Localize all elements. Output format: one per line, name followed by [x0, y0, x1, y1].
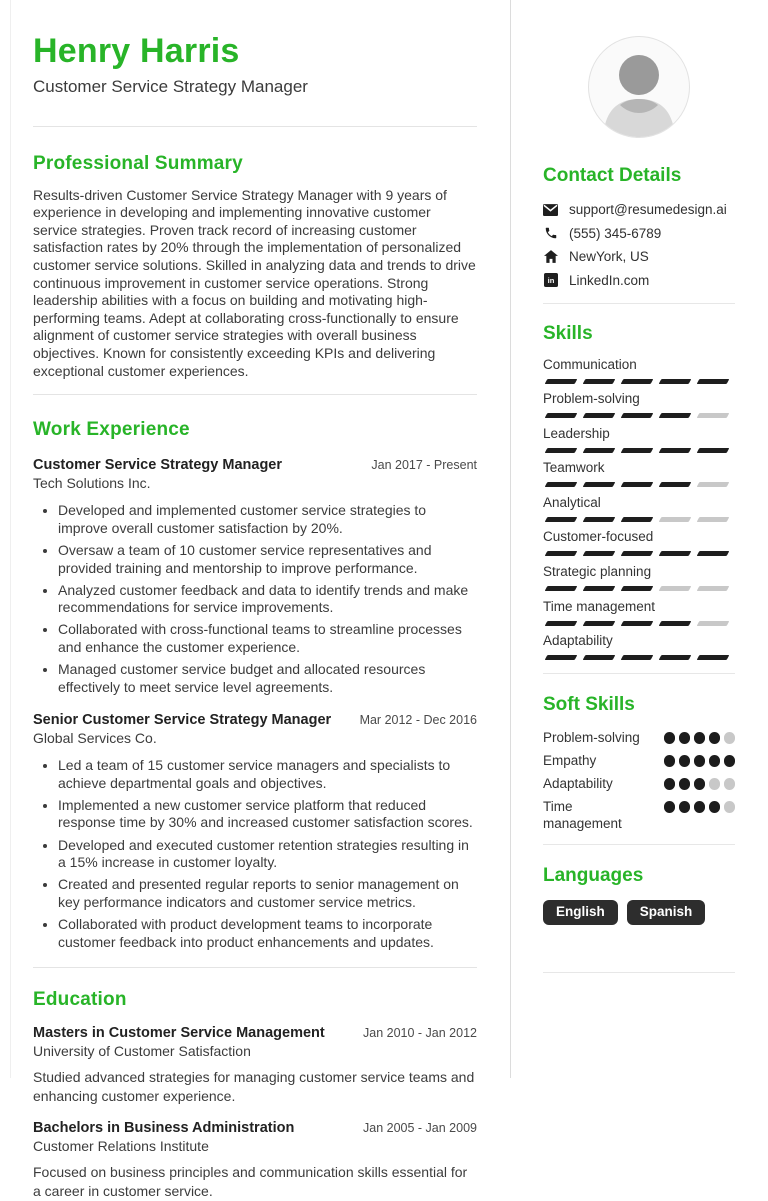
skill-bar-segment	[659, 655, 692, 660]
divider	[33, 967, 477, 968]
skill-bar-segment	[697, 655, 730, 660]
skill-bar-segment	[545, 379, 578, 384]
section-heading-skills: Skills	[543, 322, 593, 344]
skill-bar	[543, 482, 735, 487]
skill-label: Problem-solving	[543, 391, 640, 407]
soft-skill-dot	[694, 732, 706, 744]
education-list	[33, 1025, 477, 1201]
contact-text: (555) 345-6789	[569, 225, 662, 241]
skill-bar	[543, 655, 735, 660]
soft-skill-dot	[664, 755, 676, 767]
job-bullets	[33, 757, 477, 951]
skill-bar-segment	[583, 551, 616, 556]
section-heading-education: Education	[33, 989, 127, 1011]
soft-skill-dot	[694, 755, 706, 767]
section-professional-summary	[33, 153, 477, 381]
skill-bar-segment	[583, 517, 616, 522]
job-header	[33, 712, 477, 728]
skill-bar-segment	[659, 413, 692, 418]
svg-text:in: in	[547, 275, 554, 285]
skill-bar	[543, 448, 735, 453]
contact-item	[543, 273, 735, 288]
section-heading-languages: Languages	[543, 865, 644, 887]
soft-skill-dots	[664, 752, 736, 769]
skill-bar-segment	[621, 379, 654, 384]
job-bullet: • Created and presented regular reports to senior management on key performance indicators and customer service metrics.	[58, 876, 477, 911]
job-bullet: • Led a team of 15 customer service managers and specialists to achieve departmental goals and objectives.	[58, 757, 477, 792]
jobs-list	[33, 457, 477, 951]
skill-bar-segment	[545, 413, 578, 418]
skill-bar-segment	[583, 586, 616, 591]
skill-item	[543, 563, 735, 591]
section-heading-contact: Contact Details	[543, 165, 682, 186]
skill-bar-segment	[621, 482, 654, 487]
envelope-icon	[543, 202, 558, 217]
skill-label: Communication	[543, 356, 637, 372]
skill-item	[543, 632, 735, 660]
skill-bar-segment	[621, 551, 654, 556]
education-entry	[33, 1120, 477, 1201]
main-column	[33, 0, 477, 1201]
skill-bar-segment	[583, 379, 616, 384]
soft-skill-item	[543, 752, 735, 769]
skill-bar-segment	[697, 586, 730, 591]
job-bullet: • Oversaw a team of 10 customer service representatives and provided training and mentorship to improve performance.	[58, 542, 477, 577]
sidebar	[543, 0, 735, 973]
soft-skill-dot	[694, 778, 706, 790]
divider	[543, 673, 735, 674]
skill-bar-segment	[621, 517, 654, 522]
soft-skill-dot	[664, 778, 676, 790]
education-dates: Jan 2005 - Jan 2009	[363, 1121, 477, 1136]
divider	[33, 394, 477, 395]
contact-text: LinkedIn.com	[569, 272, 650, 288]
education-school: Customer Relations Institute	[33, 1138, 209, 1155]
divider	[543, 844, 735, 845]
skill-bar-segment	[621, 621, 654, 626]
education-school: University of Customer Satisfaction	[33, 1043, 251, 1060]
skill-bar-segment	[545, 448, 578, 453]
skill-bar-segment	[583, 482, 616, 487]
job-bullets	[33, 502, 477, 696]
skill-bar-segment	[697, 551, 730, 556]
soft-skill-dot	[724, 778, 736, 790]
job-entry	[33, 457, 477, 696]
soft-skill-dot	[679, 732, 691, 744]
skill-bar	[543, 517, 735, 522]
skill-bar-segment	[659, 621, 692, 626]
section-heading-summary: Professional Summary	[33, 152, 243, 174]
skill-item	[543, 356, 735, 384]
soft-skill-label: Empathy	[543, 753, 597, 769]
skill-bar	[543, 379, 735, 384]
linkedin-icon	[543, 273, 558, 288]
candidate-name: Henry Harris	[33, 32, 240, 70]
skill-bar-segment	[545, 621, 578, 626]
soft-skill-item	[543, 729, 735, 746]
job-company: Tech Solutions Inc.	[33, 475, 151, 492]
skill-bar-segment	[545, 655, 578, 660]
skill-bar	[543, 413, 735, 418]
skill-bar-segment	[583, 448, 616, 453]
job-bullet: • Developed and implemented customer service strategies to improve overall customer satisfaction by 20%.	[58, 502, 477, 537]
job-dates: Mar 2012 - Dec 2016	[359, 713, 477, 728]
soft-skill-dots	[664, 775, 736, 792]
divider	[33, 126, 477, 127]
job-entry	[33, 712, 477, 951]
skill-item	[543, 598, 735, 626]
skill-bar-segment	[659, 551, 692, 556]
job-bullet: • Analyzed customer feedback and data to identify trends and make recommendations for service improvements.	[58, 582, 477, 617]
section-contact-details	[543, 165, 735, 288]
profile-photo	[588, 36, 690, 138]
job-title: Senior Customer Service Strategy Manager	[33, 712, 332, 729]
section-languages	[543, 865, 735, 925]
skill-item	[543, 425, 735, 453]
education-degree: Masters in Customer Service Management	[33, 1025, 325, 1042]
skill-item	[543, 390, 735, 418]
contact-text: support@resumedesign.ai	[569, 202, 727, 217]
language-badge: Spanish	[627, 900, 706, 925]
person-icon	[588, 36, 690, 138]
education-entry	[33, 1025, 477, 1106]
skill-bar-segment	[545, 586, 578, 591]
column-separator	[510, 0, 511, 1078]
candidate-title: Customer Service Strategy Manager	[33, 76, 308, 96]
contact-list	[543, 202, 735, 288]
soft-skill-dot	[724, 755, 736, 767]
job-company: Global Services Co.	[33, 730, 157, 747]
languages-list	[543, 900, 735, 925]
job-bullet: • Collaborated with cross-functional teams to streamline processes and enhance the customer experience.	[58, 621, 477, 656]
skill-bar-segment	[697, 448, 730, 453]
skill-bar-segment	[659, 448, 692, 453]
skill-bar	[543, 586, 735, 591]
section-work-experience	[33, 419, 477, 951]
education-header	[33, 1120, 477, 1136]
phone-icon	[543, 226, 558, 241]
skill-label: Leadership	[543, 425, 610, 441]
soft-skill-dot	[709, 732, 721, 744]
education-description: Studied advanced strategies for managing customer service teams and enhancing customer experience.	[33, 1069, 475, 1105]
job-bullet: • Collaborated with product development teams to incorporate customer feedback into product enhancements and updates.	[58, 916, 477, 951]
skill-bar-segment	[697, 517, 730, 522]
section-soft-skills	[543, 694, 735, 832]
skill-label: Time management	[543, 598, 656, 614]
section-heading-work: Work Experience	[33, 419, 190, 441]
soft-skill-dot	[679, 778, 691, 790]
job-dates: Jan 2017 - Present	[371, 458, 477, 473]
skill-bar-segment	[621, 448, 654, 453]
skill-bar-segment	[545, 482, 578, 487]
education-dates: Jan 2010 - Jan 2012	[363, 1026, 477, 1041]
summary-text: Results-driven Customer Service Strategy Manager with 9 years of experience in developing and implementing innovative customer service strategies. Proven track record of increasing customer satisfaction rates by 20% through the implementation of personalized customer service solutions. Skilled in analyzing data and trends to drive continuous improvement in customer service operations. Strong leadership abilities with a focus on building and motivating high-performing teams. Adept at collaborating cross-functionally to ensure alignment of customer service strategies with overall business objectives. Known for consistently exceeding KPIs and delivering exceptional customer experiences.	[33, 186, 476, 379]
skill-bar-segment	[583, 655, 616, 660]
education-header	[33, 1025, 477, 1041]
skill-label: Analytical	[543, 494, 601, 510]
skill-label: Customer-focused	[543, 529, 654, 545]
skill-bar-segment	[697, 621, 730, 626]
skill-bar	[543, 551, 735, 556]
section-heading-soft-skills: Soft Skills	[543, 694, 635, 716]
soft-skill-label: Time management	[543, 799, 622, 832]
soft-skill-label: Adaptability	[543, 776, 613, 792]
soft-skill-dot	[664, 732, 676, 744]
skill-bar-segment	[621, 655, 654, 660]
soft-skill-dot	[709, 778, 721, 790]
skill-bar-segment	[621, 586, 654, 591]
contact-item	[543, 249, 735, 264]
skill-label: Adaptability	[543, 633, 613, 649]
skill-item	[543, 494, 735, 522]
skill-bar-segment	[545, 517, 578, 522]
soft-skill-dot	[709, 801, 721, 813]
soft-skill-dot	[679, 755, 691, 767]
skill-item	[543, 459, 735, 487]
skill-bar-segment	[583, 621, 616, 626]
page-left-edge	[10, 0, 11, 1078]
skill-item	[543, 528, 735, 556]
education-degree: Bachelors in Business Administration	[33, 1120, 295, 1137]
divider	[543, 972, 735, 973]
soft-skill-dot	[724, 732, 736, 744]
soft-skill-dots	[664, 798, 736, 832]
skill-bar-segment	[697, 482, 730, 487]
contact-text: NewYork, US	[569, 249, 649, 264]
skill-label: Teamwork	[543, 460, 605, 476]
soft-skill-label: Problem-solving	[543, 730, 640, 746]
contact-item	[543, 226, 735, 241]
skill-bar-segment	[659, 586, 692, 591]
skill-bar-segment	[697, 379, 730, 384]
skill-bar	[543, 621, 735, 626]
soft-skills-list	[543, 729, 735, 832]
section-skills	[543, 323, 735, 661]
soft-skill-dot	[694, 801, 706, 813]
skill-bar-segment	[659, 517, 692, 522]
skill-label: Strategic planning	[543, 564, 652, 580]
skill-bar-segment	[659, 379, 692, 384]
language-badge: English	[543, 900, 618, 925]
job-bullet: • Implemented a new customer service platform that reduced response time by 30% and increased customer satisfaction scores.	[58, 797, 477, 832]
job-title: Customer Service Strategy Manager	[33, 457, 283, 474]
skill-bar-segment	[621, 413, 654, 418]
skill-bar-segment	[697, 413, 730, 418]
skills-list	[543, 356, 735, 661]
soft-skill-dots	[664, 729, 736, 746]
soft-skill-item	[543, 798, 735, 832]
soft-skill-item	[543, 775, 735, 792]
contact-item	[543, 202, 735, 217]
soft-skill-dot	[724, 801, 736, 813]
soft-skill-dot	[664, 801, 676, 813]
skill-bar-segment	[545, 551, 578, 556]
soft-skill-dot	[679, 801, 691, 813]
divider	[543, 303, 735, 304]
job-header	[33, 457, 477, 473]
section-education	[33, 989, 477, 1201]
job-bullet: • Managed customer service budget and allocated resources effectively to meet service level agreements.	[58, 661, 477, 696]
skill-bar-segment	[659, 482, 692, 487]
education-description: Focused on business principles and communication skills essential for a career in customer service.	[33, 1164, 468, 1200]
job-bullet: • Developed and executed customer retention strategies resulting in a 15% increase in customer loyalty.	[58, 837, 477, 872]
soft-skill-dot	[709, 755, 721, 767]
home-icon	[543, 249, 558, 264]
skill-bar-segment	[583, 413, 616, 418]
